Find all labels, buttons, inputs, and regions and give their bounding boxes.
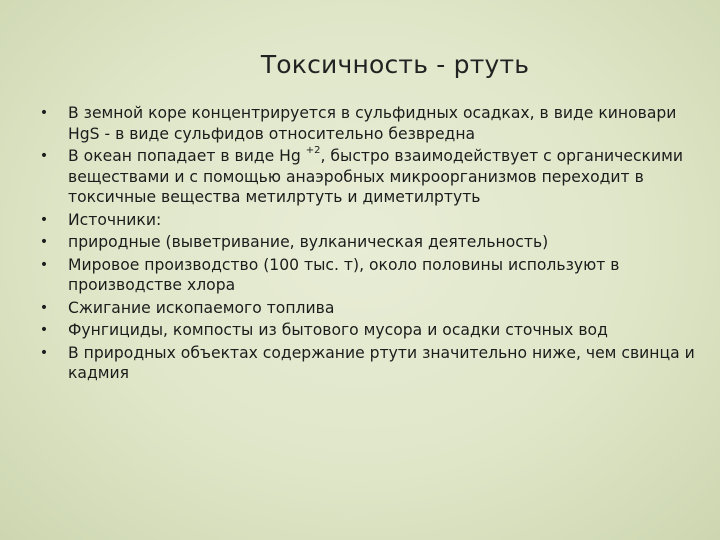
bullet-dot-icon: • — [39, 105, 49, 121]
bullet-item — [38, 255, 698, 296]
bullet-text: В природных объектах содержание ртути значительно ниже, чем свинца и кадмия — [68, 343, 695, 382]
bullet-text: Сжигание ископаемого топлива — [68, 298, 335, 317]
bullet-dot-icon: • — [39, 148, 49, 164]
bullet-dot-icon: • — [39, 211, 49, 228]
bullet-item — [38, 343, 698, 384]
bullet-text: природные (выветривание, вулканическая деятельность) — [68, 233, 549, 251]
bullet-dot-icon: • — [39, 299, 49, 316]
bullet-dot-icon: • — [39, 234, 49, 250]
bullet-text: Источники: — [68, 210, 162, 229]
bullet-item — [38, 146, 698, 208]
bullet-item — [38, 103, 698, 144]
bullet-item — [38, 210, 698, 231]
slide-title: Токсичность - ртуть — [260, 50, 530, 79]
bullet-text: Мировое производство (100 тыс. т), около половины используют в производстве хлора — [68, 255, 620, 294]
bullet-dot-icon: • — [39, 256, 49, 273]
superscript-charge: +2 — [305, 144, 321, 156]
bullet-list — [38, 103, 698, 386]
bullet-text: В земной коре концентрируется в сульфидных осадках, в виде киновари HgS - в виде сульфидов относительно безвредна — [68, 104, 677, 143]
bullet-text-before: В океан попадает в виде Hg — [68, 147, 306, 165]
bullet-text-after: , быстро взаимодействует с органическими веществами и с помощью анаэробных микроорганизмов переходит в токсичные вещества метилртуть и диметилртуть — [68, 147, 683, 206]
bullet-item — [38, 320, 698, 341]
bullet-dot-icon: • — [39, 344, 49, 361]
bullet-item — [38, 298, 698, 319]
bullet-text: Фунгициды, компосты из бытового мусора и осадки сточных вод — [68, 321, 608, 339]
bullet-dot-icon: • — [39, 322, 49, 338]
bullet-item — [38, 232, 698, 253]
